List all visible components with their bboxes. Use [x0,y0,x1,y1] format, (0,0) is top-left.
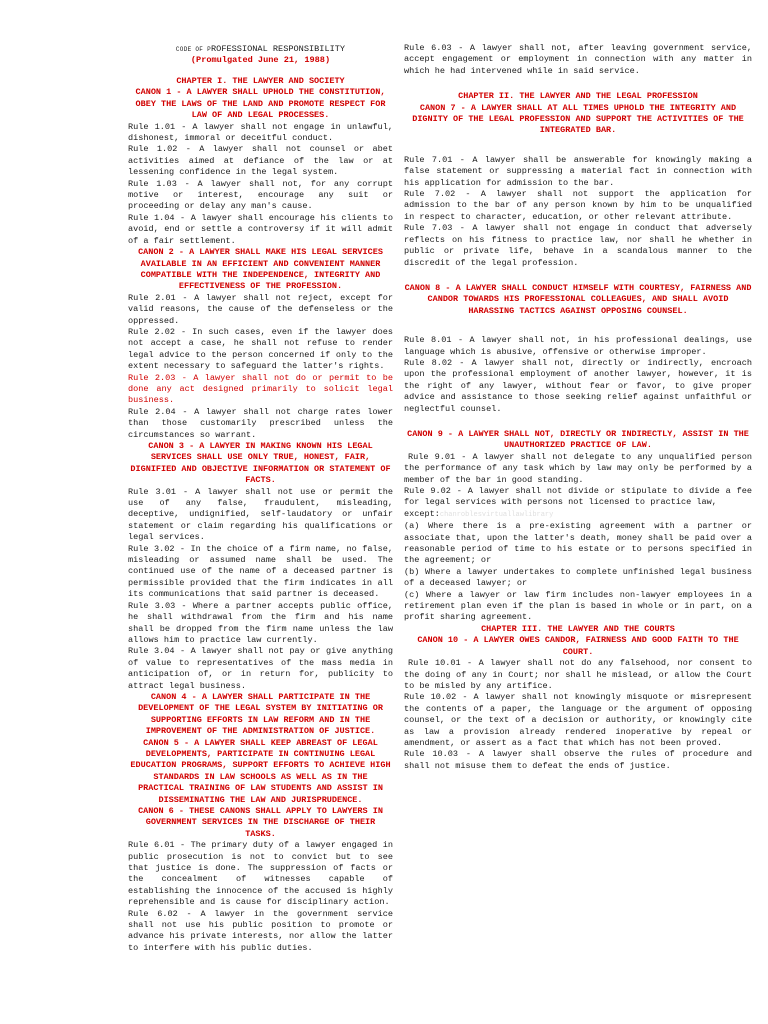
document-title [128,44,393,55]
rule-2-01: Rule 2.01 - A lawyer shall not reject, except for valid reasons, the cause of the defenseless or the oppressed. [128,292,393,326]
rule-6-03: Rule 6.03 - A lawyer shall not, after leaving government service, accept engagement or employment in connection with any matter in which he had intervened while in said service. [404,43,752,76]
rule-9-02-except [404,509,752,521]
rule-1-01: Rule 1.01 - A lawyer shall not engage in unlawful, dishonest, immoral or deceitful conduct. [128,121,393,144]
rule-1-04: Rule 1.04 - A lawyer shall encourage his clients to avoid, end or settle a controversy if it will admit of a fair settlement. [128,212,393,246]
chapter-2-heading: CHAPTER II. THE LAWYER AND THE LEGAL PROFESSION [458,91,698,102]
right-column [404,43,752,772]
rule-7-03: Rule 7.03 - A lawyer shall not engage in conduct that adversely reflects on his fitness to practice law, nor shall he whether in public or private life, behave in a scandalous manner to the discredit of the legal profession. [404,223,752,268]
rule-10-03: Rule 10.03 - A lawyer shall observe the rules of procedure and shall not misuse them to defeat the ends of justice. [404,749,752,771]
rule-9-01: Rule 9.01 - A lawyer shall not delegate to any unqualified person the performance of any task which by law may only be performed by a member of the bar in good standing. [404,451,752,485]
rule-1-02: Rule 1.02 - A lawyer shall not counsel or abet activities aimed at defiance of the law or at lessening confidence in the legal system. [128,144,393,178]
canon-8-heading: CANON 8 - A LAWYER SHALL CONDUCT HIMSELF WITH COURTESY, FAIRNESS AND CANDOR TOWARDS HIS PROFESSIONAL COLLEAGUES, AND SHALL AVOID HARASSING TACTICS AGAINST OPPOSING COUNSEL. [404,282,752,316]
spacer [404,77,752,91]
spacer [404,415,752,429]
rule-3-02: Rule 3.02 - In the choice of a firm name, no false, misleading or assumed name shall be used. The continued use of the name of a deceased partner is permissible provided that the firm indicates in all its communications that said partner is deceased. [128,543,393,600]
canon-9-heading: CANON 9 - A LAWYER SHALL NOT, DIRECTLY OR INDIRECTLY, ASSIST IN THE UNAUTHORIZED PRACTICE OF LAW. [407,428,749,451]
rule-1-03: Rule 1.03 - A lawyer shall not, for any corrupt motive or interest, encourage any suit or proceeding or delay any man's cause. [128,178,393,212]
canon-6-heading: CANON 6 - THESE CANONS SHALL APPLY TO LAWYERS IN GOVERNMENT SERVICES IN THE DISCHARGE OF THEIR TASKS. [138,806,383,839]
rule-10-01: Rule 10.01 - A lawyer shall not do any falsehood, nor consent to the doing of any in Court; nor shall he mislead, or allow the Court to be misled by any artifice. [404,658,752,691]
spacer [404,269,752,283]
chapter-1-heading: CHAPTER I. THE LAWYER AND SOCIETY [176,76,345,86]
rule-6-01: Rule 6.01 - The primary duty of a lawyer engaged in public prosecution is not to convict but to see that justice is done. The suppression of facts or the concealment of witnesses capable of establishing the innocence of the accused is highly reprehensible and is cause for disciplinary action. [128,840,393,908]
spacer [404,317,752,335]
rule-2-03: Rule 2.03 - A lawyer shall not do or permit to be done any act designed primarily to solicit legal business. [128,372,393,406]
rule-8-01: Rule 8.01 - A lawyer shall not, in his professional dealings, use language which is abusive, offensive or otherwise improper. [404,335,752,357]
rule-2-04: Rule 2.04 - A lawyer shall not charge rates lower than those customarily prescribed unless the circumstances so warrant. [128,406,393,440]
canon-1-heading: CANON 1 - A LAWYER SHALL UPHOLD THE CONSTITUTION, OBEY THE LAWS OF THE LAND AND PROMOTE RESPECT FOR LAW OF AND LEGAL PROCESSES. [135,87,386,121]
rule-7-01: Rule 7.01 - A lawyer shall be answerable for knowingly making a false statement or suppressing a material fact in connection with his application for admission to the bar. [404,154,752,188]
rule-8-02: Rule 8.02 - A lawyer shall not, directly or indirectly, encroach upon the professional employment of another lawyer, however, it is the right of any lawyer, without fear or favor, to give proper advice and assistance to those seeking relief against unfaithful or neglectful counsel. [404,357,752,414]
rule-7-02: Rule 7.02 - A lawyer shall not support the application for admission to the bar of any person known by him to be unqualified in respect to character, education, or other relevant attribute. [404,189,752,222]
rule-10-02: Rule 10.02 - A lawyer shall not knowingly misquote or misrepresent the contents of a paper, the language or the argument of opposing counsel, or the text of a decision or authority, or knowingly cite as law a provision already rendered inoperative by repeal or amendment, or assert as a fact that which has not been proved. [404,692,752,748]
chapter-3-heading: CHAPTER III. THE LAWYER AND THE COURTS [481,623,675,634]
rule-3-04: Rule 3.04 - A lawyer shall not pay or give anything of value to representatives of the mass media in anticipation of, or in return for, publicity to attract legal business. [128,646,393,691]
document-title-main: ROFESSIONAL RESPONSIBILITY [211,44,346,54]
watermark-text: chanroblesvirtuallawlibrary [439,510,554,519]
left-column [128,44,393,954]
canon-7-heading: CANON 7 - A LAWYER SHALL AT ALL TIMES UPHOLD THE INTEGRITY AND DIGNITY OF THE LEGAL PROFESSION AND SUPPORT THE ACTIVITIES OF THE INTEGRATED BAR. [412,102,744,136]
canon-4-heading: CANON 4 - A LAWYER SHALL PARTICIPATE IN THE DEVELOPMENT OF THE LEGAL SYSTEM BY INITIATING OR SUPPORTING EFFORTS IN LAW REFORM AND IN THE IMPROVEMENT OF THE ADMINISTRATION OF JUSTICE. [138,691,383,737]
spacer [404,137,752,155]
rule-3-03: Rule 3.03 - Where a partner accepts public office, he shall withdrawal from the firm and his name shall be dropped from the firm name unless the law allows him to practice law currently. [128,600,393,645]
rule-3-01: Rule 3.01 - A lawyer shall not use or permit the use of any false, fraudulent, misleading, deceptive, undignified, self-laudatory or unfair statement or claim regarding his qualifications or legal services. [128,486,393,543]
rule-9-02-item-c: (c) Where a lawyer or law firm includes non-lawyer employees in a retirement plan even if the plan is based in whole or in part, on a profit sharing agreement. [404,589,752,623]
rule-9-02: Rule 9.02 - A lawyer shall not divide or stipulate to divide a fee for legal services with persons not licensed to practice law, [404,486,752,508]
rule-9-02-item-b: (b) Where a lawyer undertakes to complete unfinished legal business of a deceased lawyer; or [404,566,752,589]
promulgation-date: (Promulgated June 21, 1988) [190,55,331,65]
canon-3-heading: CANON 3 - A LAWYER IN MAKING KNOWN HIS LEGAL SERVICES SHALL USE ONLY TRUE, HONEST, FAIR, DIGNIFIED AND OBJECTIVE INFORMATION OR STATEMENT OF FACTS. [130,441,391,486]
rule-6-02: Rule 6.02 - A lawyer in the government service shall not use his public position to promote or advance his private interests, nor allow the latter to interfere with his public duties. [128,908,393,953]
canon-2-heading: CANON 2 - A LAWYER SHALL MAKE HIS LEGAL SERVICES AVAILABLE IN AN EFFICIENT AND CONVENIENT MANNER COMPATIBLE WITH THE INDEPENDENCE, INTEGRITY AND EFFECTIVENESS OF THE PROFESSION. [138,247,383,292]
canon-5-heading: CANON 5 - A LAWYER SHALL KEEP ABREAST OF LEGAL DEVELOPMENTS, PARTICIPATE IN CONTINUING LEGAL EDUCATION PROGRAMS, SUPPORT EFFORTS TO ACHIEVE HIGH STANDARDS IN LAW SCHOOLS AS WELL AS IN THE PRACTICAL TRAINING OF LAW STUDENTS AND ASSIST IN DISSEMINATING THE LAW AND JURISPRUDENCE. [130,737,391,805]
rule-2-02: Rule 2.02 - In such cases, even if the lawyer does not accept a case, he shall not refuse to render legal advice to the person concerned if only to the extent necessary to safeguard the latter's rights. [128,326,393,372]
canon-10-heading: CANON 10 - A LAWYER OWES CANDOR, FAIRNESS AND GOOD FAITH TO THE COURT. [417,635,739,657]
rule-9-02-item-a: (a) Where there is a pre-existing agreement with a partner or associate that, upon the latter's death, money shall be paid over a reasonable period of time to his estate or to persons specified in the agreement; or [404,521,752,566]
document-title-prefix: CODE OF P [175,46,211,53]
except-label: except: [404,508,440,519]
